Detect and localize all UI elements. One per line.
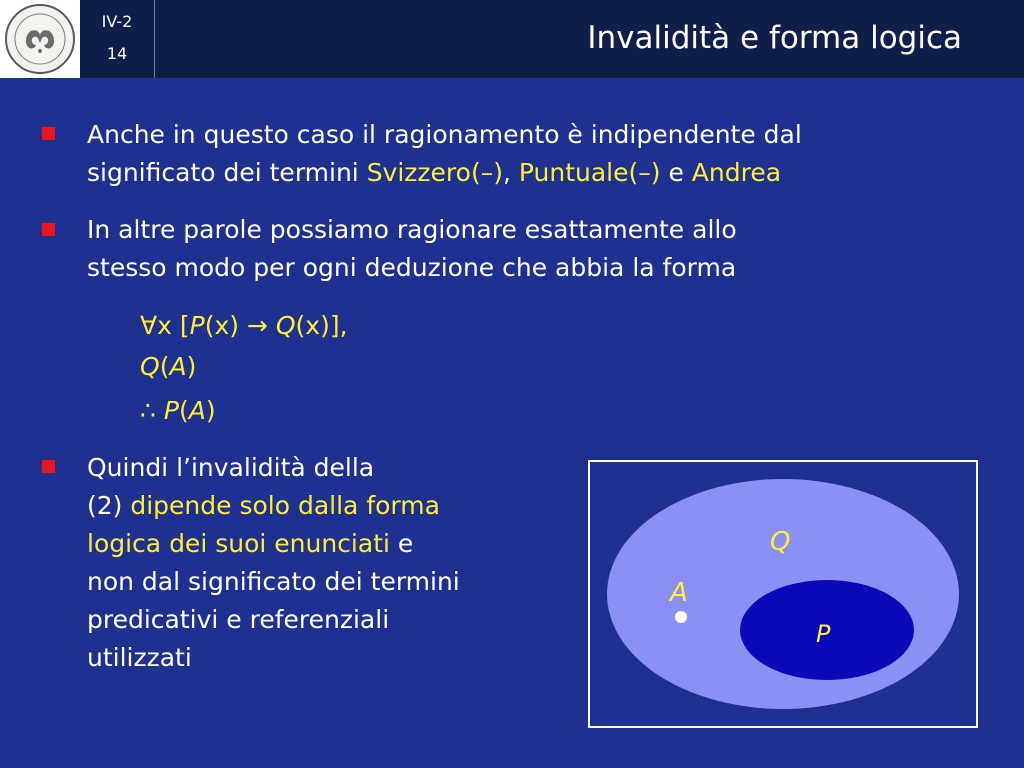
header-bar [0,0,1024,78]
text-span: ) [205,396,216,425]
text-span: Q [275,311,296,340]
term-svizzero: Svizzero(–) [366,158,503,187]
element-a-dot [675,611,687,623]
term-andrea: Andrea [691,158,782,187]
label-p: P [816,620,831,648]
slide-code-box [80,0,155,78]
text-span: Q [140,352,160,381]
bullet-1-line-1: Anche in questo caso il ragionamento è indipendente dal [87,120,802,149]
highlight-text: dipende solo dalla forma [130,491,440,520]
page-number: 14 [106,44,128,63]
bullet-marker [42,460,55,473]
bullet-2-line-1: In altre parole possiamo ragionare esattamente allo [87,215,737,244]
text-span: ( [178,396,189,425]
text-span: P [189,311,205,340]
text-span: ∴ [140,396,164,425]
venn-svg [590,462,976,726]
university-seal-icon [4,3,76,75]
text-span: A [169,352,187,381]
university-logo [0,0,80,78]
text-span: (2) [87,491,131,520]
bullet-3-line-4: non dal significato dei termini [87,567,460,596]
bullet-3-line-5: predicativi e referenziali [87,605,390,634]
slide-code: IV-2 [101,12,133,31]
formula-line-3 [140,396,216,425]
bullet-1-text [87,116,997,192]
bullet-3-line-2 [87,487,577,525]
bullet-1-line-2 [87,154,997,192]
label-q: Q [770,527,791,557]
text-span: (x)], [295,311,348,340]
bullet-2-line-2: stesso modo per ogni deduzione che abbia la forma [87,253,737,282]
text-span: ( [159,352,170,381]
highlight-text: logica dei suoi enunciati [87,529,390,558]
text-span: P [163,396,179,425]
text-span: , [502,158,519,187]
formula-line-1 [140,311,348,340]
text-span: (x) → [204,311,276,340]
bullet-3-line-6: utilizzati [87,643,192,672]
bullet-marker [42,223,55,236]
bullet-marker [42,127,55,140]
term-puntuale: Puntuale(–) [518,158,661,187]
text-span: e [660,158,692,187]
text-span: A [188,396,206,425]
bullet-3-line-3 [87,525,577,563]
label-a: A [670,578,688,608]
formula-line-2 [140,352,196,381]
text-span: ) [186,352,197,381]
bullet-2-text [87,211,997,287]
page-title: Invalidità e forma logica [587,20,962,56]
text-span: ∀x [ [140,311,190,340]
venn-diagram [588,460,978,728]
text-span: e [389,529,414,558]
bullet-3-line-1: Quindi l’invalidità della [87,453,375,482]
text-span: significato dei termini [87,158,367,187]
bullet-3-text [87,449,577,677]
